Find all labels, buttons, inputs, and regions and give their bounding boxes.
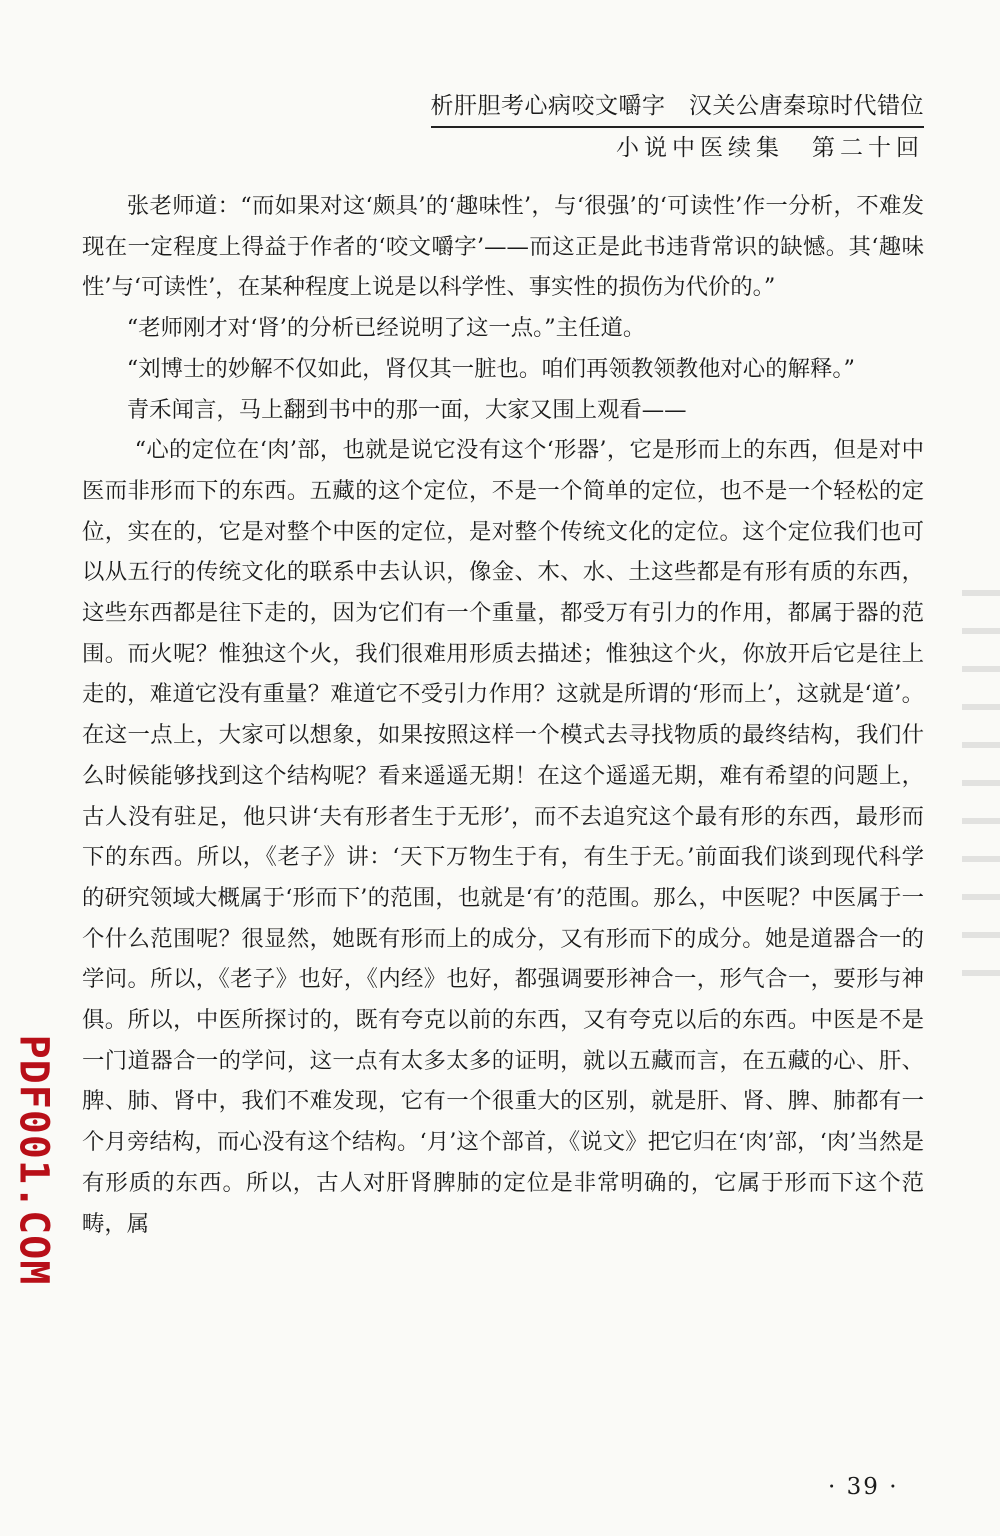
running-header	[431, 88, 925, 168]
bleed-through-shadow	[962, 590, 1000, 990]
paragraph: “刘博士的妙解不仅如此，肾仅其一脏也。咱们再领教领教他对心的解释。”	[126, 355, 855, 382]
body-text	[82, 186, 924, 1244]
watermark-text: PDF001.COM	[10, 1034, 57, 1286]
chapter-title: 析肝胆考心病咬文嚼字 汉关公唐秦琼时代错位	[431, 88, 925, 128]
paragraph: 张老师道：“而如果对这‘颇具’的‘趣味性’，与‘很强’的‘可读性’作一分析，不难发现在一定程度上得益于作者的‘咬文嚼字’——而这正是此书违背常识的缺憾。其‘趣味性’与‘可读性’，在某种程度上说是以科学性、事实性的损伤为代价的。”	[82, 193, 924, 301]
paragraph: “心的定位在‘肉’部，也就是说它没有这个‘形器’，它是形而上的东西，但是对中医而非形而下的东西。五藏的这个定位，不是一个简单的定位，也不是一个轻松的定位，实在的，它是对整个中医的定位，是对整个传统文化的定位。这个定位我们也可以从五行的传统文化的联系中去认识，像金、木、水、土这些都是有形有质的东西，这些东西都是往下走的，因为它们有一个重量，都受万有引力的作用，都属于器的范围。而火呢？惟独这个火，我们很难用形质去描述；惟独这个火，你放开后它是往上走的，难道它没有重量？难道它不受引力作用？这就是所谓的‘形而上’，这就是‘道’。在这一点上，大家可以想象，如果按照这样一个模式去寻找物质的最终结构，我们什么时候能够找到这个结构呢？看来遥遥无期！在这个遥遥无期，难有希望的问题上，古人没有驻足，他只讲‘夫有形者生于无形’，而不去追究这个最有形的东西，最形而下的东西。所以，《老子》讲：‘天下万物生于有，有生于无。’前面我们谈到现代科学的研究领域大概属于‘形而下’的范围，也就是‘有’的范围。那么，中医呢？中医属于一个什么范围呢？很显然，她既有形而上的成分，又有形而下的成分。她是道器合一的学问。所以，《老子》也好，《内经》也好，都强调要形神合一，形气合一，要形与神俱。所以，中医所探讨的，既有夸克以前的东西，又有夸克以后的东西。中医是不是一门道器合一的学问，这一点有太多太多的证明，就以五藏而言，在五藏的心、肝、脾、肺、肾中，我们不难发现，它有一个很重大的区别，就是肝、肾、脾、肺都有一个月旁结构，而心没有这个结构。‘月’这个部首，《说文》把它归在‘肉’部，‘肉’当然是有形质的东西。所以，古人对肝肾脾肺的定位是非常明确的，它属于形而下这个范畴，属	[82, 437, 925, 1237]
paragraph: “老师刚才对‘肾’的分析已经说明了这一点。”主任道。	[126, 315, 646, 342]
watermark	[6, 1020, 60, 1300]
page-number: · 39 ·	[828, 1474, 899, 1500]
book-chapter-label: 小说中医续集 第二十回	[616, 135, 924, 161]
paragraph: 青禾闻言，马上翻到书中的那一面，大家又围上观看——	[126, 396, 687, 423]
